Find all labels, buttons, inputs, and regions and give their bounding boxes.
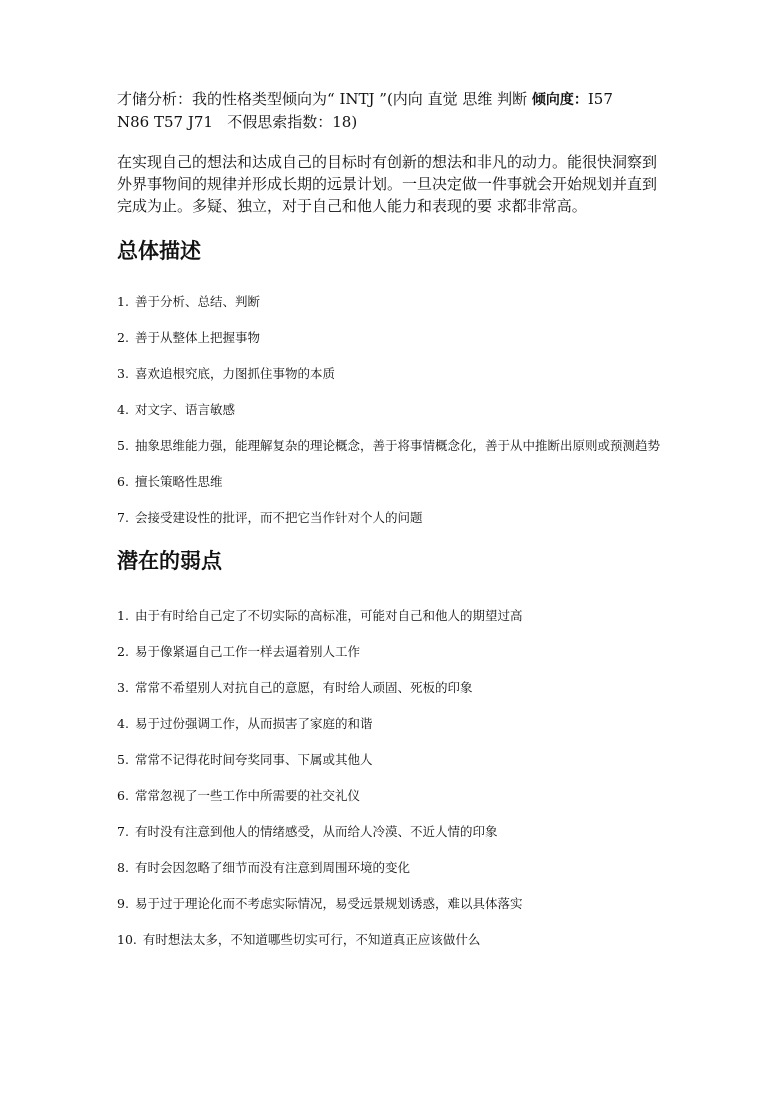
- list-item: [117, 895, 662, 913]
- list-item-text: 易于过份强调工作，从而损害了家庭的和谐: [134, 716, 373, 731]
- list-item: [117, 365, 662, 383]
- list-item-number: 10.: [117, 932, 137, 947]
- intro-line-2: N86 T57 J71 不假思索指数：18): [117, 113, 358, 131]
- list-item: [117, 787, 662, 805]
- list-item-text: 由于有时给自己定了不切实际的高标准，可能对自己和他人的期望过高: [134, 608, 523, 623]
- list-item-number: 3.: [117, 366, 129, 381]
- list-item: [117, 607, 662, 625]
- list-item: [117, 859, 662, 877]
- list-item-number: 1.: [117, 294, 129, 309]
- list-item: [117, 329, 662, 347]
- list-item: [117, 823, 662, 841]
- list-item: [117, 473, 662, 491]
- list-item-number: 5.: [117, 752, 129, 767]
- list-item-text: 有时没有注意到他人的情绪感受，从而给人冷漠、不近人情的印象: [134, 824, 498, 839]
- list-item-number: 2.: [117, 644, 129, 659]
- list-item: [117, 509, 662, 527]
- list-item-text: 抽象思维能力强，能理解复杂的理论概念，善于将事情概念化，善于从中推断出原则或预测趋势: [134, 438, 660, 453]
- intro-suffix: I57: [587, 90, 613, 108]
- intro-bold-label: 倾向度：: [531, 92, 588, 108]
- summary-paragraph: 在实现自己的想法和达成自己的目标时有创新的想法和非凡的动力。能很快洞察到外界事物间的规律并形成长期的远景计划。一旦决定做一件事就会开始规划并直到完成为止。多疑、独立，对于自己和他人能力和表现的要 求都非常高。: [117, 153, 658, 215]
- list-item-text: 易于像紧逼自己工作一样去逼着别人工作: [134, 644, 360, 659]
- list-item: [117, 751, 662, 769]
- list-item-number: 6.: [117, 788, 129, 803]
- list-item-text: 善于分析、总结、判断: [134, 294, 260, 309]
- section-heading-overview: 总体描述: [117, 239, 201, 263]
- list-item: [117, 293, 662, 311]
- list-item-number: 7.: [117, 824, 129, 839]
- list-item-number: 4.: [117, 402, 129, 417]
- list-item-number: 7.: [117, 510, 129, 525]
- section-heading-weaknesses: 潜在的弱点: [117, 549, 222, 573]
- list-item-text: 擅长策略性思维: [134, 474, 223, 489]
- intro-line-1: [117, 88, 662, 111]
- list-item: [117, 931, 662, 949]
- list-item-text: 常常不希望别人对抗自己的意愿，有时给人顽固、死板的印象: [134, 680, 473, 695]
- list-item-text: 有时想法太多，不知道哪些切实可行，不知道真正应该做什么: [142, 932, 481, 947]
- list-item-text: 有时会因忽略了细节而没有注意到周围环境的变化: [134, 860, 410, 875]
- list-item-number: 3.: [117, 680, 129, 695]
- list-item-text: 易于过于理论化而不考虑实际情况，易受远景规划诱惑，难以具体落实: [134, 896, 523, 911]
- list-item-number: 4.: [117, 716, 129, 731]
- list-item-number: 2.: [117, 330, 129, 345]
- list-item: [117, 401, 662, 419]
- intro-prefix: 才储分析：我的性格类型倾向为“ INTJ ”(内向 直觉 思维 判断: [117, 90, 532, 108]
- list-item-number: 6.: [117, 474, 129, 489]
- overview-list: [117, 293, 662, 527]
- list-item-number: 8.: [117, 860, 129, 875]
- list-item: [117, 437, 662, 455]
- list-item-text: 对文字、语言敏感: [134, 402, 235, 417]
- list-item-number: 9.: [117, 896, 129, 911]
- list-item-number: 5.: [117, 438, 129, 453]
- list-item-text: 喜欢追根究底，力图抓住事物的本质: [134, 366, 335, 381]
- list-item: [117, 643, 662, 661]
- list-item-text: 常常忽视了一些工作中所需要的社交礼仪: [134, 788, 360, 803]
- list-item: [117, 679, 662, 697]
- list-item-text: 会接受建设性的批评，而不把它当作针对个人的问题: [134, 510, 423, 525]
- weaknesses-list: [117, 607, 662, 949]
- list-item-text: 善于从整体上把握事物: [134, 330, 260, 345]
- document-page: [117, 88, 662, 949]
- list-item-text: 常常不记得花时间夸奖同事、下属或其他人: [134, 752, 373, 767]
- list-item: [117, 715, 662, 733]
- list-item-number: 1.: [117, 608, 129, 623]
